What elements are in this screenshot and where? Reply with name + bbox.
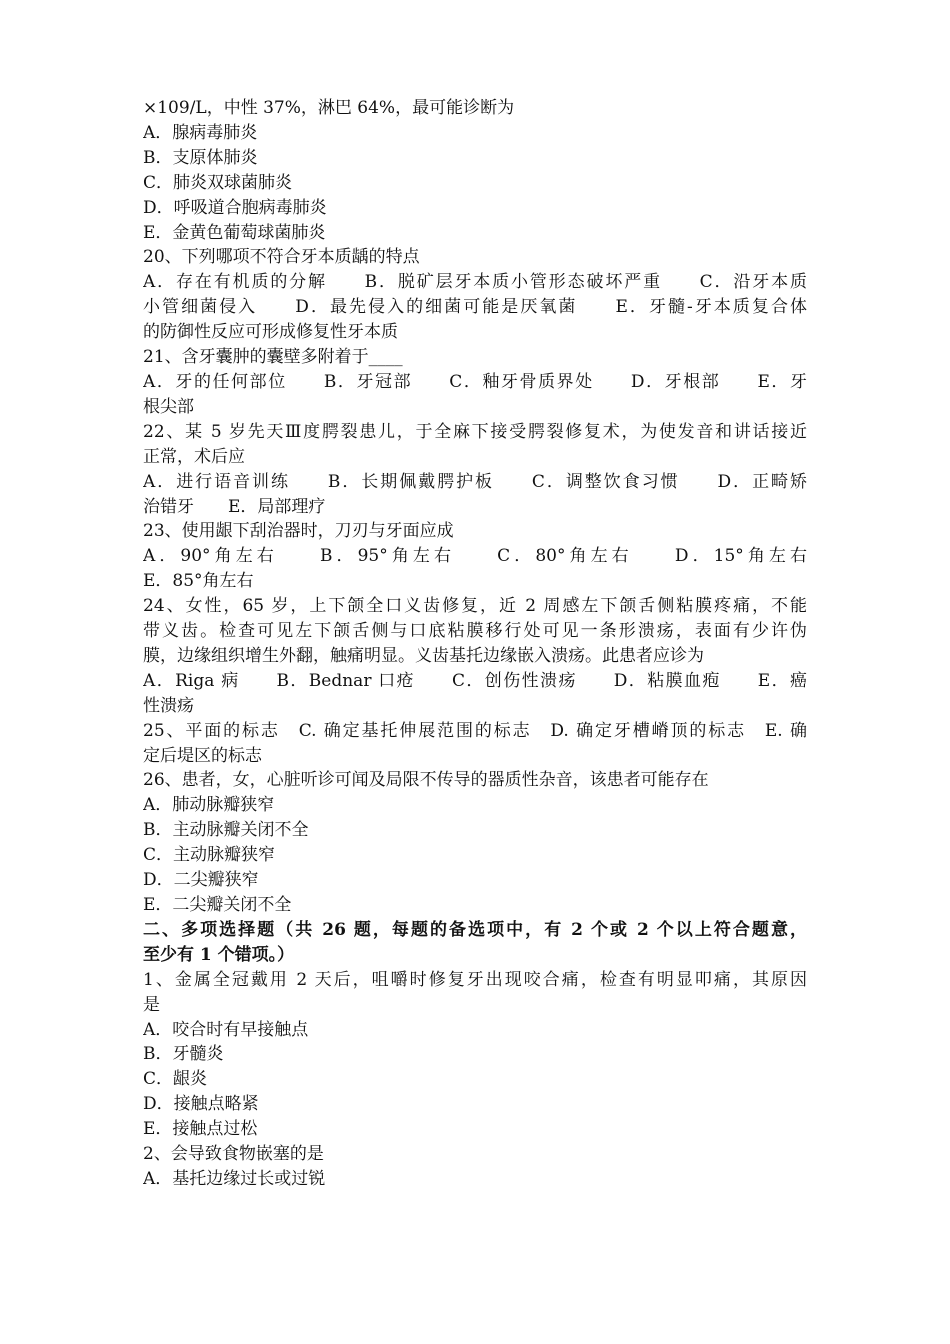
text-line: ×109/L，中性 37%，淋巴 64%，最可能诊断为 (143, 98, 515, 118)
text-line: A．90°角左右 B．95°角左右 C．80°角左右 D．15°角左右 (143, 546, 807, 567)
text-line: 二、多项选择题（共 26 题，每题的备选项中，有 2 个或 2 个以上符合题意， (143, 919, 807, 940)
text-line: E．接触点过松 (143, 1119, 258, 1140)
text-line: 24、女性，65 岁，上下颌全口义齿修复，近 2 周感左下颌舌侧粘膜疼痛，不能 (143, 596, 807, 617)
text-line: D．二尖瓣狭窄 (143, 870, 259, 891)
text-line: A．咬合时有早接触点 (143, 1019, 309, 1040)
text-line: 23、使用龈下刮治器时，刀刃与牙面应成 (143, 521, 454, 542)
text-line: A．肺动脉瓣狭窄 (143, 795, 275, 816)
text-line: 正常，术后应 (143, 446, 245, 467)
text-line: 26、患者，女，心脏听诊可闻及局限不传导的器质性杂音，该患者可能存在 (143, 770, 709, 791)
text-line: A．存在有机质的分解 B．脱矿层牙本质小管形态破坏严重 C．沿牙本质 (143, 272, 807, 293)
text-line: 小管细菌侵入 D．最先侵入的细菌可能是厌氧菌 E．牙髓-牙本质复合体 (143, 297, 807, 318)
text-line: A．腺病毒肺炎 (143, 122, 258, 143)
text-line: A．牙的任何部位 B．牙冠部 C．釉牙骨质界处 D．牙根部 E．牙 (143, 371, 807, 392)
text-line: 的防御性反应可形成修复性牙本质 (143, 322, 398, 343)
text-line: 定后堤区的标志 (143, 745, 262, 766)
text-line: E．二尖瓣关闭不全 (143, 895, 292, 915)
document-page (143, 96, 807, 1192)
text-line: 20、下列哪项不符合牙本质龋的特点 (143, 247, 420, 268)
text-line: E．85°角左右 (143, 571, 254, 592)
text-line: A．进行语音训练 B．长期佩戴腭护板 C．调整饮食习惯 D．正畸矫 (143, 471, 807, 492)
text-line: 性溃疡 (143, 695, 194, 716)
text-line: 22、某 5 岁先天Ⅲ度腭裂患儿，于全麻下接受腭裂修复术，为使发音和讲话接近 (143, 421, 807, 442)
text-line: B．牙髓炎 (143, 1044, 224, 1065)
text-line: C．肺炎双球菌肺炎 (143, 172, 293, 193)
text-line: 25、平面的标志 C. 确定基托伸展范围的标志 D. 确定牙槽嵴顶的标志 E. 确 (143, 720, 807, 741)
text-line: A．Riga 病 B．Bednar 口疮 C．创伤性溃疡 D．粘膜血疱 E．癌 (143, 670, 807, 691)
text-line: A．基托边缘过长或过锐 (143, 1168, 326, 1189)
text-line: 根尖部 (143, 396, 194, 417)
text-line: 21、含牙囊肿的囊壁多附着于____ (143, 347, 403, 368)
text-line: 2、会导致食物嵌塞的是 (143, 1144, 324, 1165)
text-line: 是 (143, 994, 160, 1015)
text-line: B．主动脉瓣关闭不全 (143, 820, 309, 841)
text-line: D．接触点略紧 (143, 1094, 259, 1115)
text-line: D．呼吸道合胞病毒肺炎 (143, 197, 327, 218)
text-line: 治错牙 E．局部理疗 (143, 496, 326, 517)
text-line: 膜，边缘组织增生外翻，触痛明显。义齿基托边缘嵌入溃疡。此患者应诊为 (143, 645, 704, 666)
text-line: 1、金属全冠戴用 2 天后，咀嚼时修复牙出现咬合痛，检查有明显叩痛，其原因 (143, 969, 807, 990)
text-line: 至少有 1 个错项。） (143, 944, 295, 965)
text-line: B．支原体肺炎 (143, 147, 258, 168)
text-line: 带义齿。检查可见左下颌舌侧与口底粘膜移行处可见一条形溃疡，表面有少许伪 (143, 621, 807, 642)
text-line: C．主动脉瓣狭窄 (143, 845, 276, 866)
text-line: C．龈炎 (143, 1069, 208, 1090)
text-line: E．金黄色葡萄球菌肺炎 (143, 222, 326, 243)
